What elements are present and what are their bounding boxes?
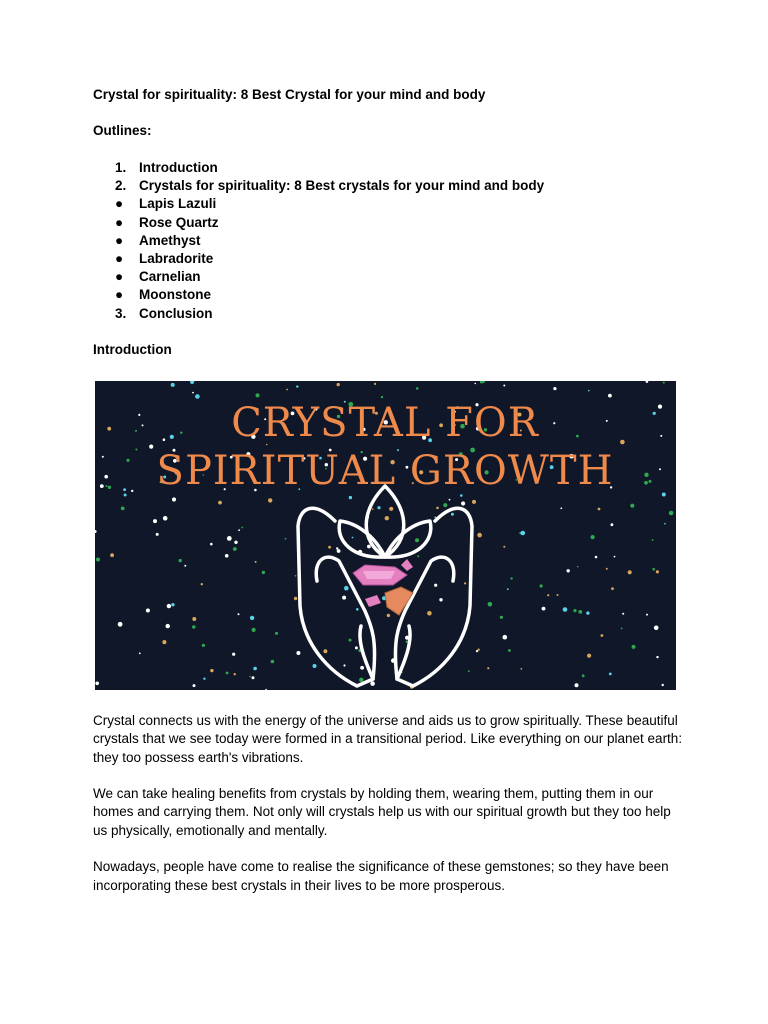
outline-item [93, 214, 683, 232]
outline-item [93, 268, 683, 286]
outlines-heading: Outlines: [93, 123, 152, 138]
star [118, 622, 123, 627]
banner-title-line1: CRYSTAL FOR [231, 400, 539, 446]
star [621, 628, 623, 630]
star [180, 432, 182, 434]
paragraph: Nowadays, people have come to realise the significance of these gemstones; so they have been incorporating these best crystals in their lives to be more prosperous. [93, 859, 669, 893]
star [193, 684, 196, 687]
star [385, 516, 389, 520]
star [337, 383, 340, 386]
star [250, 616, 254, 620]
star [427, 611, 432, 616]
star [110, 553, 114, 557]
star [560, 507, 562, 509]
outline-item [93, 177, 683, 195]
star [179, 559, 182, 562]
star [487, 667, 489, 669]
star [609, 673, 612, 676]
star [510, 577, 512, 579]
star [171, 603, 174, 606]
star [578, 610, 582, 614]
star [336, 547, 338, 549]
star [249, 676, 251, 678]
star [238, 529, 240, 531]
star [416, 387, 419, 390]
star [439, 598, 442, 601]
star [234, 673, 236, 675]
star [644, 473, 648, 477]
star [135, 430, 137, 432]
paragraph: Crystal connects us with the energy of the universe and aids us to grow spiritually. These beautiful crystals that we see today were formed in a transitional period. Like everything on our planet earth: they too possess earth's vibrations. [93, 713, 683, 765]
star [588, 390, 590, 392]
star [210, 543, 213, 546]
star [262, 571, 265, 574]
star [614, 556, 616, 558]
star [669, 511, 674, 516]
star [573, 609, 576, 612]
star [662, 493, 666, 497]
star [328, 546, 331, 549]
star [476, 650, 478, 652]
star [582, 674, 585, 677]
star [652, 568, 655, 571]
star [108, 486, 111, 489]
star [172, 497, 176, 501]
star [575, 683, 579, 687]
star [226, 672, 229, 675]
list-marker: 3. [115, 305, 127, 321]
outline-item [93, 159, 683, 177]
star [234, 541, 237, 544]
star [210, 669, 213, 672]
star [256, 393, 260, 397]
star [370, 681, 375, 686]
outline-item [93, 250, 683, 268]
star [252, 628, 256, 632]
star [167, 604, 171, 608]
star [286, 389, 288, 391]
star [611, 587, 614, 590]
star [656, 570, 659, 573]
star [387, 614, 390, 617]
star [449, 499, 451, 501]
introduction-body [93, 712, 683, 913]
outline-item-text: Introduction [139, 160, 218, 175]
star [451, 513, 454, 516]
star [553, 387, 556, 390]
star [192, 625, 195, 628]
star [381, 396, 383, 398]
star [659, 468, 661, 470]
star [472, 500, 476, 504]
star [166, 624, 170, 628]
list-marker: 1. [115, 160, 127, 175]
star [547, 594, 549, 596]
star [417, 555, 419, 557]
star [131, 490, 133, 492]
star [436, 507, 439, 510]
star [126, 459, 129, 462]
star [95, 682, 99, 686]
outline-item [93, 305, 683, 323]
star [488, 602, 493, 607]
star [652, 539, 654, 541]
star [202, 644, 205, 647]
star [225, 554, 229, 558]
star [503, 546, 505, 548]
star [146, 609, 150, 613]
crystal-banner-image [95, 381, 676, 690]
star [238, 613, 240, 615]
star [664, 523, 666, 525]
star [275, 632, 278, 635]
star [268, 498, 272, 502]
list-marker: ● [115, 251, 124, 267]
star [170, 435, 174, 439]
banner-title-line2: SPIRITUAL GROWTH [156, 448, 614, 494]
star [271, 660, 275, 664]
star [595, 556, 598, 559]
star [658, 405, 662, 409]
star [100, 484, 104, 488]
star [372, 508, 374, 510]
star [344, 586, 349, 591]
list-marker: ● [115, 214, 124, 230]
star [507, 588, 509, 590]
star [356, 608, 359, 611]
outline-item-text: Rose Quartz [139, 214, 219, 230]
star [253, 667, 257, 671]
star [389, 507, 393, 511]
star [138, 414, 140, 416]
star [406, 641, 408, 643]
star [227, 536, 232, 541]
outline-item [93, 232, 683, 250]
star [313, 664, 317, 668]
star [255, 561, 257, 563]
star [521, 531, 526, 536]
star [241, 527, 243, 529]
outline-item-text: Crystals for spirituality: 8 Best crystals for your mind and body [139, 178, 545, 194]
star [662, 684, 664, 686]
star [591, 535, 595, 539]
star [192, 392, 194, 394]
star [646, 614, 648, 616]
star [611, 523, 614, 526]
star [135, 449, 137, 451]
star [123, 488, 126, 491]
star [232, 653, 235, 656]
star [563, 607, 568, 612]
star [586, 611, 589, 614]
paragraph: We can take healing benefits from crystals by holding them, wearing them, putting them in our homes and carrying them. Not only will crystals help us with our spiritual growth but they too help us physically, emotionally and mentally. [93, 786, 671, 838]
star [654, 626, 659, 631]
star [503, 635, 508, 640]
star [153, 519, 157, 523]
star [630, 504, 634, 508]
star [660, 435, 662, 437]
star [557, 594, 559, 596]
outline-item-text: Labradorite [139, 251, 214, 267]
star [377, 506, 380, 509]
star [323, 649, 327, 653]
star [121, 507, 125, 511]
star [156, 533, 159, 536]
star [192, 617, 196, 621]
star [460, 494, 463, 497]
star [349, 496, 352, 499]
outline-item-text: Lapis Lazuli [139, 196, 217, 212]
star [649, 480, 652, 483]
star [500, 616, 503, 619]
outline-item-text: Conclusion [139, 305, 213, 321]
star [434, 584, 437, 587]
document-title: Crystal for spirituality: 8 Best Crystal for your mind and body [93, 87, 486, 102]
star [628, 570, 632, 574]
star [96, 558, 100, 562]
outline-item-text: Moonstone [139, 287, 211, 303]
star [508, 649, 511, 652]
introduction-heading: Introduction [93, 341, 172, 357]
star [477, 533, 482, 538]
star [360, 666, 364, 670]
star [142, 424, 144, 426]
star [337, 549, 341, 553]
list-marker: ● [115, 269, 124, 285]
star [124, 494, 127, 497]
star [632, 645, 636, 649]
star [102, 456, 104, 458]
star [606, 420, 608, 422]
star [349, 639, 352, 642]
star [342, 596, 346, 600]
star [474, 383, 476, 385]
star [656, 656, 658, 658]
outline-item-text: Amethyst [139, 232, 201, 248]
star [598, 508, 601, 511]
star [620, 440, 625, 445]
star [359, 678, 363, 682]
document-page [93, 86, 683, 359]
star [461, 501, 465, 505]
star [252, 676, 255, 679]
star [163, 438, 166, 441]
outline-item [93, 286, 683, 304]
star [355, 646, 358, 649]
star [295, 575, 297, 577]
star [464, 582, 466, 584]
banner-graphic [95, 381, 676, 690]
star [503, 385, 505, 387]
star [540, 584, 543, 587]
list-marker: ● [115, 232, 124, 248]
star [542, 607, 546, 611]
star [608, 394, 612, 398]
star [162, 640, 166, 644]
star [296, 385, 298, 387]
star [576, 435, 579, 438]
star [107, 427, 111, 431]
star [184, 565, 186, 567]
star [343, 664, 345, 666]
star [218, 501, 222, 505]
star [294, 597, 297, 600]
star [352, 537, 354, 539]
star [201, 583, 203, 585]
star [105, 485, 107, 487]
star [195, 394, 200, 399]
star [653, 412, 656, 415]
star [285, 538, 287, 540]
star [203, 678, 205, 680]
star [606, 568, 608, 570]
star [171, 383, 175, 387]
outline-item-text: Carnelian [139, 269, 201, 285]
star [139, 652, 141, 654]
star [520, 668, 522, 670]
star [567, 569, 570, 572]
star [443, 503, 447, 507]
star [104, 475, 108, 479]
star [468, 670, 470, 672]
star [149, 445, 153, 449]
star [663, 382, 665, 384]
star [601, 634, 604, 637]
star [415, 538, 419, 542]
list-marker: ● [115, 196, 124, 212]
star [296, 651, 300, 655]
outline-list [93, 159, 683, 323]
star [163, 516, 168, 521]
star [374, 383, 376, 385]
list-marker: 2. [115, 178, 127, 194]
star [587, 654, 591, 658]
list-marker: ● [115, 287, 124, 303]
star [644, 481, 648, 485]
star [233, 547, 237, 551]
star [553, 422, 555, 424]
star [622, 613, 624, 615]
star [577, 566, 579, 568]
outline-item [93, 195, 683, 213]
